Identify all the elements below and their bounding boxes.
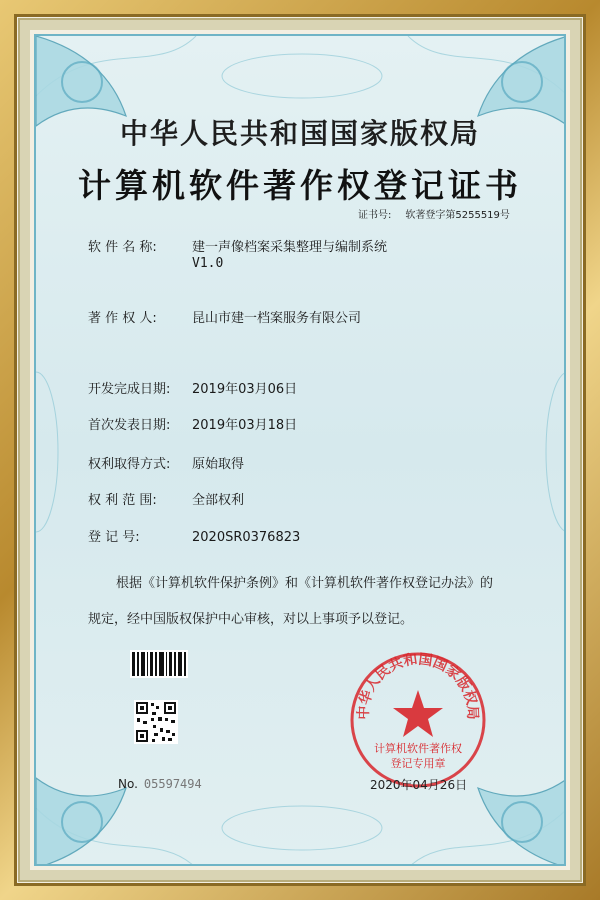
field-value: 昆山市建一档案服务有限公司	[192, 311, 362, 326]
seal-outer-text: 中华人民共和国国家版权局	[355, 651, 481, 720]
software-version: V1.0	[192, 256, 224, 271]
field-software-name	[88, 236, 387, 255]
field-value: 建一声像档案采集整理与编制系统	[192, 240, 388, 255]
field-value: 2020SR0376823	[192, 530, 301, 545]
field-publication-date	[88, 414, 297, 433]
issuer-title: 中华人民共和国国家版权局	[119, 117, 480, 150]
field-rights-scope	[88, 489, 244, 508]
serial-label: No.	[118, 777, 138, 791]
certificate-number	[358, 206, 510, 221]
issue-date: 2020年04月26日	[370, 778, 468, 792]
serial-number	[118, 777, 202, 791]
seal-inner-line1: 计算机软件著作权	[374, 742, 462, 755]
field-value: 原始取得	[192, 457, 245, 472]
field-registration-number	[88, 526, 300, 545]
body-text-line1: 根据《计算机软件保护条例》和《计算机软件著作权登记办法》的	[116, 576, 494, 591]
barcode-icon	[130, 650, 188, 678]
field-label: 开发完成日期:	[88, 382, 171, 397]
qr-code-icon	[134, 700, 178, 744]
field-label: 权利取得方式:	[88, 457, 171, 472]
cert-no-value: 软著登字第5255519号	[405, 210, 510, 221]
certificate-title: 计算机软件著作权登记证书	[78, 166, 522, 205]
field-acquisition-method	[88, 453, 244, 472]
field-value: 全部权利	[192, 493, 245, 508]
serial-value: 05597494	[143, 777, 202, 791]
field-label: 软 件 名 称:	[88, 240, 157, 255]
official-seal	[348, 650, 488, 790]
field-value: 2019年03月06日	[192, 382, 298, 397]
seal-inner-line2: 登记专用章	[390, 757, 446, 770]
body-text-line2: 规定，经中国版权保护中心审核，对以上事项予以登记。	[88, 612, 414, 627]
field-copyright-owner	[88, 307, 361, 326]
cert-no-label: 证书号:	[358, 210, 392, 221]
field-completion-date	[88, 378, 297, 397]
field-label: 登 记 号:	[88, 530, 140, 545]
field-label: 首次发表日期:	[88, 418, 171, 433]
field-label: 权 利 范 围:	[88, 493, 157, 508]
star-icon	[393, 690, 443, 737]
field-label: 著 作 权 人:	[88, 311, 157, 326]
field-value: 2019年03月18日	[192, 418, 298, 433]
